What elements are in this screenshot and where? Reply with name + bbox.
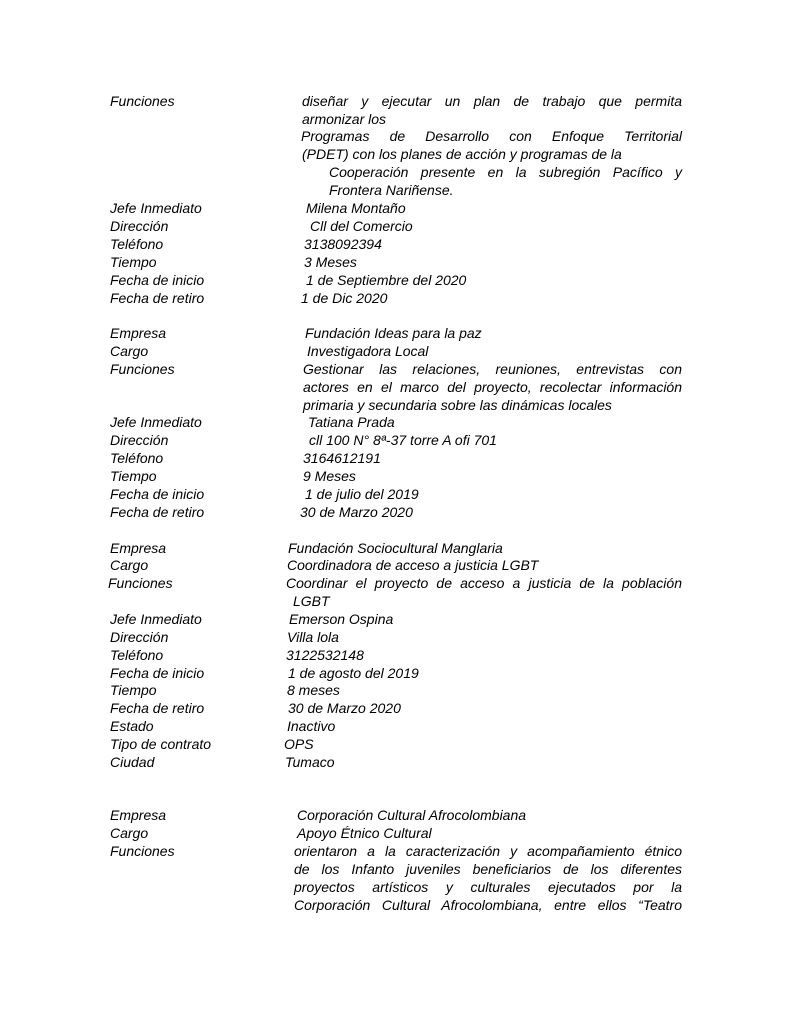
tiempo-value: 8 meses: [287, 682, 340, 698]
jefe-inmediato-value: Emerson Ospina: [289, 611, 394, 627]
cargo-label: Cargo: [110, 557, 149, 573]
empresa-label: Empresa: [110, 807, 167, 823]
telefono-label: Teléfono: [110, 236, 164, 252]
funciones-label: Funciones: [110, 361, 175, 377]
telefono-label: Teléfono: [110, 450, 164, 466]
jefe-inmediato-label: Jefe Inmediato: [110, 611, 202, 627]
funciones-label: Funciones: [110, 843, 175, 859]
funciones-text-line: Programas de Desarrollo con Enfoque Territorial: [301, 128, 682, 144]
funciones-text-line: Coordinar el proyecto de acceso a justicia de la población: [286, 575, 682, 591]
funciones-text-line: orientaron a la caracterización y acompañamiento étnico: [294, 843, 682, 859]
ciudad-label: Ciudad: [110, 754, 155, 770]
jefe-inmediato-label: Jefe Inmediato: [110, 414, 202, 430]
funciones-text-line: primaria y secundaria sobre las dinámicas locales: [303, 397, 612, 413]
fecha-inicio-value: 1 de Septiembre del 2020: [306, 272, 467, 288]
direccion-value: Cll del Comercio: [310, 218, 413, 234]
cargo-label: Cargo: [110, 825, 149, 841]
cargo-value: Apoyo Étnico Cultural: [297, 825, 432, 841]
cargo-value: Investigadora Local: [307, 343, 429, 359]
direccion-label: Dirección: [110, 218, 169, 234]
telefono-value: 3122532148: [286, 647, 364, 663]
funciones-text-line: proyectos artísticos y culturales ejecutados por la: [294, 879, 682, 895]
jefe-inmediato-label: Jefe Inmediato: [110, 200, 202, 216]
fecha-retiro-value: 1 de Dic 2020: [301, 290, 388, 306]
tiempo-label: Tiempo: [110, 468, 157, 484]
funciones-text-line: Corporación Cultural Afrocolombiana, entre ellos “Teatro: [294, 897, 682, 913]
fecha-retiro-label: Fecha de retiro: [110, 504, 205, 520]
fecha-inicio-label: Fecha de inicio: [110, 272, 205, 288]
jefe-inmediato-value: Tatiana Prada: [308, 414, 395, 430]
fecha-retiro-value: 30 de Marzo 2020: [288, 700, 401, 716]
fecha-inicio-value: 1 de agosto del 2019: [288, 665, 419, 681]
tiempo-value: 3 Meses: [304, 254, 357, 270]
cargo-value: Coordinadora de acceso a justicia LGBT: [287, 557, 539, 573]
funciones-text-line: armonizar los: [302, 111, 387, 127]
empresa-value: Fundación Sociocultural Manglaria: [288, 540, 503, 556]
fecha-inicio-label: Fecha de inicio: [110, 486, 205, 502]
direccion-value: cll 100 N° 8ª-37 torre A ofi 701: [309, 432, 497, 448]
funciones-text-line: (PDET) con los planes de acción y programas de la: [302, 146, 622, 162]
funciones-text-line: LGBT: [293, 593, 330, 609]
funciones-label: Funciones: [110, 93, 175, 109]
ciudad-value: Tumaco: [285, 754, 335, 770]
direccion-label: Dirección: [110, 629, 169, 645]
estado-value: Inactivo: [287, 718, 336, 734]
fecha-retiro-value: 30 de Marzo 2020: [300, 504, 413, 520]
fecha-inicio-value: 1 de julio del 2019: [305, 486, 419, 502]
telefono-value: 3164612191: [303, 450, 381, 466]
tiempo-value: 9 Meses: [303, 468, 356, 484]
funciones-text-line: de los Infanto juveniles beneficiarios de los diferentes: [294, 861, 682, 877]
tiempo-label: Tiempo: [110, 682, 157, 698]
funciones-label: Funciones: [108, 575, 173, 591]
direccion-label: Dirección: [110, 432, 169, 448]
tipo-contrato-label: Tipo de contrato: [110, 736, 212, 752]
telefono-label: Teléfono: [110, 647, 164, 663]
estado-label: Estado: [110, 718, 154, 734]
empresa-label: Empresa: [110, 540, 167, 556]
funciones-text-line: Frontera Nariñense.: [329, 182, 454, 198]
fecha-inicio-label: Fecha de inicio: [110, 665, 205, 681]
funciones-text-line: Cooperación presente en la subregión Pacífico y: [329, 164, 682, 180]
tipo-contrato-value: OPS: [284, 736, 314, 752]
funciones-text-line: diseñar y ejecutar un plan de trabajo que permita: [302, 93, 682, 109]
fecha-retiro-label: Fecha de retiro: [110, 290, 205, 306]
jefe-inmediato-value: Milena Montaño: [306, 200, 406, 216]
direccion-value: Villa lola: [287, 629, 339, 645]
telefono-value: 3138092394: [304, 236, 382, 252]
empresa-value: Corporación Cultural Afrocolombiana: [297, 807, 527, 823]
fecha-retiro-label: Fecha de retiro: [110, 700, 205, 716]
funciones-text-line: actores en el marco del proyecto, recolectar información: [303, 379, 682, 395]
cargo-label: Cargo: [110, 343, 149, 359]
empresa-value: Fundación Ideas para la paz: [305, 325, 482, 341]
tiempo-label: Tiempo: [110, 254, 157, 270]
empresa-label: Empresa: [110, 325, 167, 341]
funciones-text-line: Gestionar las relaciones, reuniones, entrevistas con: [303, 361, 682, 377]
